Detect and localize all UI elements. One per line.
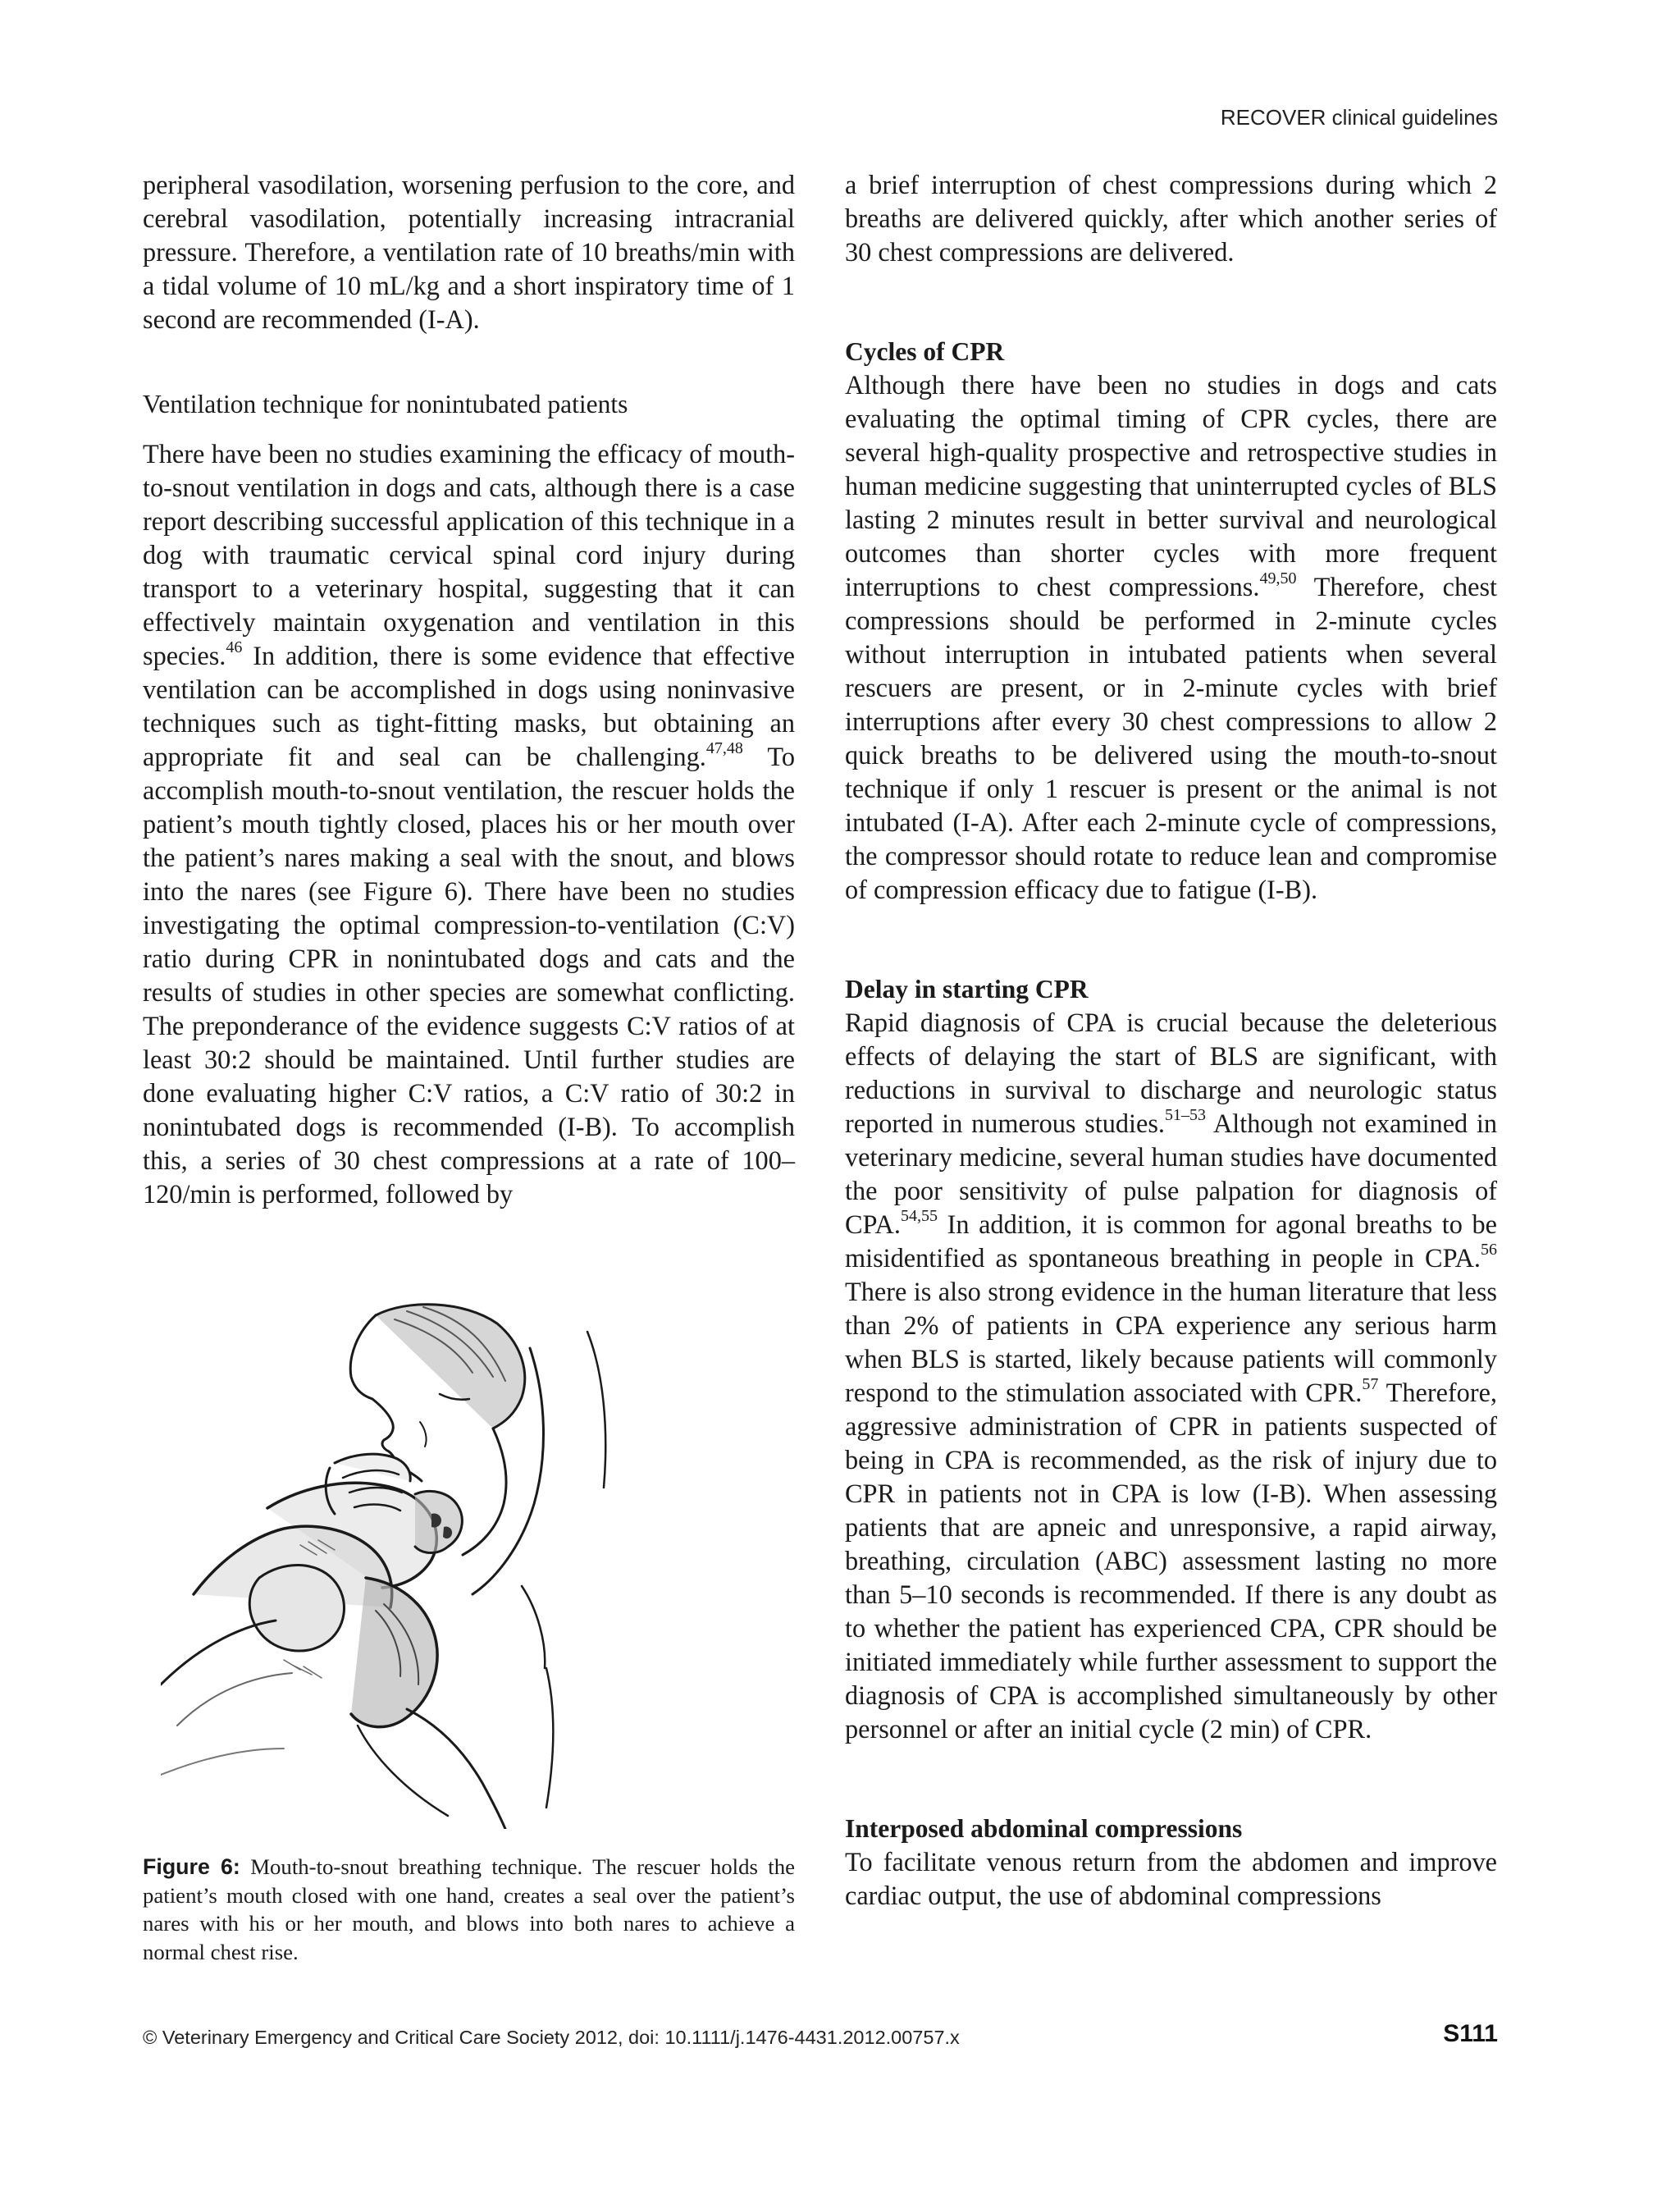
figure-caption-text: Mouth-to-snout breathing technique. The rescuer holds the patient’s mouth closed with one hand, creates a seal over the patient’s nares with his or her mouth, and blows into both nares to achieve a normal chest rise. xyxy=(143,1854,795,1964)
section-heading: Cycles of CPR xyxy=(845,337,1005,366)
text-run: There is also strong evidence in the human literature that less than 2% of patients in CPA experience any serious harm when BLS is started, likely because patients will commonly respond to the stimulation associated with CPR. xyxy=(845,1277,1497,1407)
figure-label: Figure 6: xyxy=(143,1854,240,1879)
section-paragraph xyxy=(845,1006,1497,1746)
citation-ref: 57 xyxy=(1362,1374,1379,1393)
footer-copyright: © Veterinary Emergency and Critical Care Society 2012, doi: 10.1111/j.1476-4431.2012.00757.x xyxy=(143,2027,960,2048)
citation-ref: 46 xyxy=(226,638,243,656)
paragraph-continued: peripheral vasodilation, worsening perfusion to the core, and cerebral vasodilation, potentially increasing intracranial pressure. Therefore, a ventilation rate of 10 breaths/min with a tidal volume of 10 mL/kg and a short inspiratory time of 1 second are recommended (I-A). xyxy=(143,170,795,334)
citation-ref: 56 xyxy=(1480,1240,1497,1259)
text-run: Rapid diagnosis of CPA is crucial because the deleterious effects of delaying the start of BLS are significant, with reductions in survival to discharge and neurologic status reported in numerous studies. xyxy=(845,1008,1497,1138)
section-cycles-of-cpr xyxy=(845,335,1497,907)
text-run: Therefore, aggressive administration of CPR in patients suspected of being in CPA is recommended, as the risk of injury due to CPR in patients not in CPA is low (I-B). When assessing patients that are apneic and unresponsive, a rapid airway, breathing, circulation (ABC) assessment lasting no more than 5–10 seconds is recommended. If there is any doubt as to whether the patient has experienced CPA, CPR should be initiated immediately while further assessment to support the diagnosis of CPA is accomplished simultaneously by other personnel or after an initial cycle (2 min) of CPR. xyxy=(845,1378,1497,1744)
section-interposed-abdominal-compressions xyxy=(845,1812,1497,1913)
paragraph-continued-right: a brief interruption of chest compressions during which 2 breaths are delivered quickly, after which another series of 30 chest compressions are delivered. xyxy=(845,170,1497,267)
text-run: To accomplish mouth-to-snout ventilation, the rescuer holds the patient’s mouth tightly closed, places his or her mouth over the patient’s nares making a seal with the snout, and blows into the nares (see Figure 6). There have been no studies investigating the optimal compression-to-ventilation (C:V) ratio during CPR in nonintubated dogs and cats and the results of studies in other species are somewhat conflicting. The preponderance of the evidence suggests C:V ratios of at least 30:2 should be maintained. Until further studies are done evaluating higher C:V ratios, a C:V ratio of 30:2 in nonintubated dogs is recommended (I-B). To accomplish this, a series of 30 chest compressions at a rate of 100–120/min is performed, followed by xyxy=(143,742,795,1209)
citation-ref: 54,55 xyxy=(900,1206,938,1225)
section-delay-in-starting-cpr xyxy=(845,972,1497,1746)
running-header: RECOVER clinical guidelines xyxy=(1220,105,1498,130)
section-heading: Delay in starting CPR xyxy=(845,975,1089,1003)
text-run: In addition, there is some evidence that effective ventilation can be accomplished in dogs using noninvasive techniques such as tight-fitting masks, but obtaining an appropriate fit and seal can be challenging. xyxy=(143,641,795,771)
figure-mouth-to-snout-illustration xyxy=(161,1299,751,1829)
figure-caption xyxy=(143,1853,795,1966)
text-run: Although there have been no studies in dogs and cats evaluating the optimal timing of CPR cycles, there are several high-quality prospective and retrospective studies in human medicine suggesting that uninterrupted cycles of BLS lasting 2 minutes result in better survival and neurological outcomes than shorter cycles with more frequent interruptions to chest compressions. xyxy=(845,370,1497,601)
section-heading: Interposed abdominal compressions xyxy=(845,1814,1243,1843)
right-column xyxy=(845,168,1497,1913)
paragraph-ventilation-technique xyxy=(143,437,795,1211)
section-paragraph xyxy=(845,368,1497,907)
left-column xyxy=(143,168,795,1211)
citation-ref: 49,50 xyxy=(1259,569,1297,587)
subheading-nonintubated-technique: Ventilation technique for nonintubated patients xyxy=(143,390,628,418)
section-paragraph: To facilitate venous return from the abdomen and improve cardiac output, the use of abdominal compressions xyxy=(845,1847,1497,1910)
page-number: S111 xyxy=(1443,2020,1498,2047)
text-run: Therefore, chest compressions should be performed in 2-minute cycles without interruption in intubated patients when several rescuers are present, or in 2-minute cycles with brief interruptions after every 30 chest compressions to allow 2 quick breaths to be delivered using the mouth-to-snout technique if only 1 rescuer is present or the animal is not intubated (I-A). After each 2-minute cycle of compressions, the compressor should rotate to reduce lean and compromise of compression efficacy due to fatigue (I-B). xyxy=(845,572,1497,904)
text-run: Although not examined in veterinary medicine, several human studies have documented the poor sensitivity of pulse palpation for diagnosis of CPA. xyxy=(845,1109,1497,1239)
text-run: There have been no studies examining the efficacy of mouth-to-snout ventilation in dogs and cats, although there is a case report describing successful application of this technique in a dog with traumatic cervical spinal cord injury during transport to a veterinary hospital, suggesting that it can effectively maintain oxygenation and ventilation in this species. xyxy=(143,439,795,670)
citation-ref: 47,48 xyxy=(705,738,743,757)
text-run: In addition, it is common for agonal breaths to be misidentified as spontaneous breathing in people in CPA. xyxy=(845,1209,1497,1273)
citation-ref: 51–53 xyxy=(1164,1105,1207,1124)
